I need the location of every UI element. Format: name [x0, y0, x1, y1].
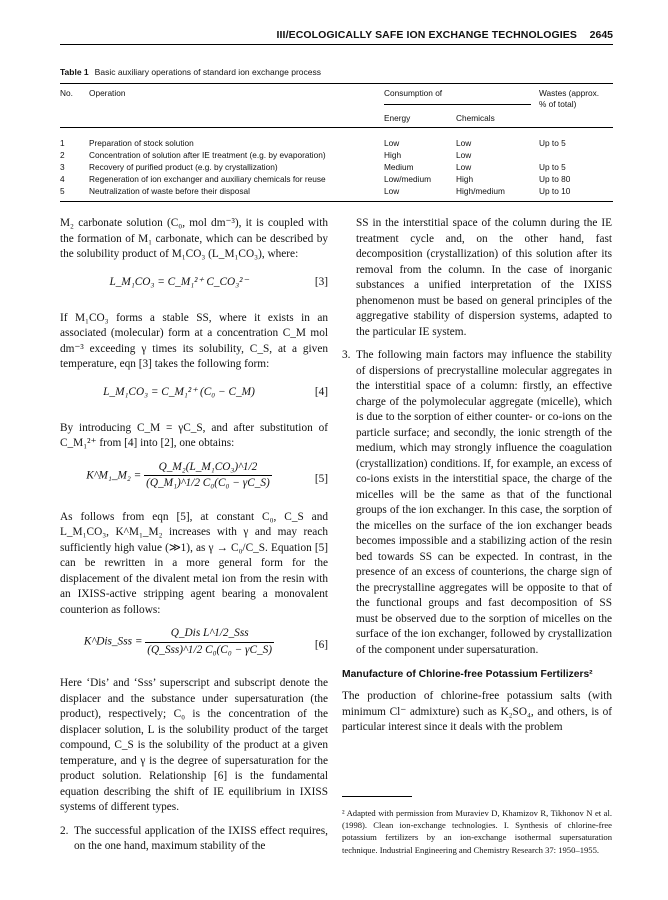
row-wastes: Up to 5 [539, 138, 566, 148]
table-bottom-rule [60, 201, 613, 202]
page-number: 2645 [589, 29, 613, 41]
running-header [60, 26, 613, 45]
header-chemicals: Chemicals [456, 113, 495, 123]
table-top-rule [60, 83, 613, 84]
header-wastes-line1: Wastes (approx. [539, 88, 600, 98]
equation-numerator: Q_Dis L^1/2_Sss [145, 626, 274, 643]
list-item [342, 348, 612, 658]
equation-denominator: (Q_M₁)^1/2 C₀(C₀ − γC_S) [146, 477, 270, 489]
row-no: 5 [60, 186, 65, 196]
header-operation: Operation [89, 88, 126, 98]
row-energy: Low/medium [384, 174, 432, 184]
footnote [342, 796, 612, 856]
body-paragraph: M₂ carbonate solution (C₀, mol dm⁻³), it is coupled with the formation of M₁ carbonate, which can be described by the solubility product of M₁CO₃ (L_M₁CO₃), where: [60, 217, 328, 260]
row-energy: Low [384, 186, 400, 196]
equation-numerator: Q_M₂(L_M₁CO₃)^1/2 [144, 460, 272, 477]
row-chemicals: Low [456, 138, 472, 148]
table-caption-text: Basic auxiliary operations of standard ion exchange process [94, 67, 321, 77]
equation-lhs: K^M₁_M₂ = [86, 469, 142, 482]
row-chemicals: High/medium [456, 186, 505, 196]
row-energy: Low [384, 138, 400, 148]
list-item [60, 824, 328, 855]
body-paragraph: If M₁CO₃ forms a stable SS, where it exists in an associated (molecular) form at a concentration C_M mol dm⁻³ exceeding γ times its solubility, C_S, at a given temperature, eqn [3] takes the following form: [60, 311, 328, 370]
equation-body [60, 460, 298, 492]
equation-fraction [144, 460, 272, 492]
left-column [60, 216, 328, 855]
header-consumption: Consumption of [384, 88, 443, 98]
header-energy: Energy [384, 113, 411, 123]
body-paragraph: As follows from eqn [5], at constant C₀, C_S and L_M₁CO₃, K^M₁_M₂ increases with γ and may reach sufficiently high value (≫1), as γ → C₀/C_S. Equation [5] can be rewritten in a more general form for the displacement of the divalent metal ion from the resin with an IXISS-active stripping agent bearing a monovalent counterion as follows: [60, 510, 328, 616]
equation-body: L_M₁CO₃ = C_M₁²⁺ C_CO₃²⁻ [109, 275, 249, 288]
body-paragraph: The production of chlorine-free potassium salts (with minimum Cl⁻ admixture) such as K₂SO₄, and others, is of particular interest since it deals with the problem [342, 690, 612, 733]
row-no: 2 [60, 150, 65, 160]
equation-number: [4] [314, 385, 328, 398]
header-no: No. [60, 88, 73, 98]
equation-number: [6] [314, 639, 328, 651]
row-operation: Recovery of purified product (e.g. by crystallization) [89, 162, 278, 172]
list-item-number: 3. [342, 349, 351, 361]
equation-3 [60, 271, 328, 301]
equation-number: [3] [314, 275, 328, 288]
body-paragraph: By introducing C_M = γC_S, and after substitution of C_M₁²⁺ from [4] into [2], one obtains: [60, 421, 328, 449]
row-operation: Concentration of solution after IE treatment (e.g. by evaporation) [89, 150, 326, 160]
row-operation: Regeneration of ion exchanger and auxiliary chemicals for reuse [89, 174, 326, 184]
row-operation: Preparation of stock solution [89, 138, 194, 148]
row-operation: Neutralization of waste before their disposal [89, 186, 250, 196]
table-caption [60, 67, 321, 77]
row-wastes: Up to 10 [539, 186, 571, 196]
row-chemicals: Low [456, 150, 472, 160]
list-item-number: 2. [60, 824, 69, 837]
running-header-title: III/ECOLOGICALLY SAFE ION EXCHANGE TECHNOLOGIES [276, 29, 577, 41]
table-header-rule [60, 127, 613, 128]
right-column [342, 216, 612, 744]
equation-5 [60, 460, 328, 500]
table-caption-label: Table 1 [60, 67, 89, 77]
body-paragraph: Here ‘Dis’ and ‘Sss’ superscript and subscript denote the displacer and the substance under supersaturation (the product), respectively; C₀ is the concentration of the displacer solution, L is the solubility product of the target compound, C_S is the solubility of the product at a given temperature, and γ is the degree of supersaturation for the product solution. Relationship [6] is the fundamental equation describing the shift of IE equilibrium in IXISS systems of different types. [60, 677, 328, 813]
row-no: 1 [60, 138, 65, 148]
list-item-text: The following main factors may influence the stability of dispersions of precrystalline molecular aggregates in the interstitial space of a column: firstly, an effective charge of the polymolecular aggregate (micelle), which is due to the sorption of either counter- or co-ions on the particle surface; and secondly, the ionic strength of the medium, which may strongly influence the coagulation (crystallization) conditions. If, for example, an excess of co-ions exists in the interstitial space, the charge of the micelles will be the same as that of the functional groups of the ion exchanger. In this case, the sorption of the micelles on the surface of the ion exchanger beads becomes impossible and a stabilizing action of the resin bed towards SS can be expected. In contrast, in the presence of an excess of counterions, the charge sign of the precrystalline aggregates will be opposite to that of the functional groups and fast decomposition of SS must be observed due to the sorption of micelles on the surface of the ion exchanger, followed by crystallization of the component under supersaturation. [356, 349, 612, 656]
body-paragraph: SS in the interstitial space of the column during the IE treatment cycle and, on the other hand, fast decomposition (crystallization) of this solution after its removal from the column. In the case of inorganic substances a unified interpretation of the IXISS phenomenon must be based on general principles of the aggregative stability of dispersion systems, adapted to the particular IE system. [356, 217, 612, 338]
footnote-text: ² Adapted with permission from Muraviev D, Khamizov R, Tikhonov N et al. (1998). Clean ion-exchange technologies. I. Synthesis of chlorine-free potassium fertilizers by an ion-exchange isothermal supersaturation technique. Industrial Engineering and Chemistry Research 37: 1950–1955. [342, 808, 612, 855]
equation-fraction [145, 626, 274, 658]
equation-denominator: (Q_Sss)^1/2 C₀(C₀ − γC_S) [147, 643, 273, 656]
row-chemicals: High [456, 174, 474, 184]
equation-body: L_M₁CO₃ = C_M₁²⁺ (C₀ − C_M) [103, 385, 255, 398]
row-chemicals: Low [456, 162, 472, 172]
equation-lhs: K^Dis_Sss = [83, 635, 143, 648]
equation-6 [60, 626, 328, 666]
section-heading: Manufacture of Chlorine-free Potassium Fertilizers² [342, 669, 593, 680]
header-wastes-line2: % of total) [539, 99, 577, 109]
equation-4 [60, 381, 328, 411]
row-energy: Medium [384, 162, 414, 172]
consumption-subrule [384, 104, 531, 105]
row-energy: High [384, 150, 402, 160]
equation-number: [5] [314, 472, 328, 485]
list-item-text: The successful application of the IXISS effect requires, on the one hand, maximum stability of the [74, 824, 328, 852]
footnote-rule [342, 796, 412, 797]
row-wastes: Up to 5 [539, 162, 566, 172]
equation-body [60, 626, 298, 658]
row-no: 4 [60, 174, 65, 184]
row-no: 3 [60, 162, 65, 172]
row-wastes: Up to 80 [539, 174, 571, 184]
